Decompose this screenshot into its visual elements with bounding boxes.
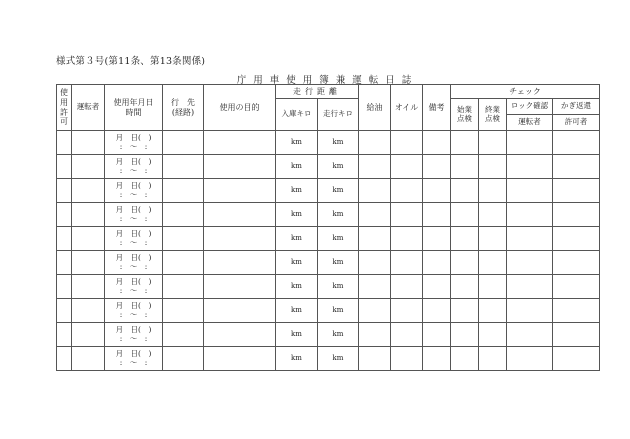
cell-distance-run[interactable] <box>318 131 359 155</box>
km-unit: km <box>291 162 302 171</box>
cell-destination[interactable] <box>163 323 204 347</box>
cell-purpose[interactable] <box>204 251 276 275</box>
cell-destination[interactable] <box>163 131 204 155</box>
cell-destination[interactable] <box>163 155 204 179</box>
cell-datetime[interactable] <box>105 155 163 179</box>
cell-driver[interactable] <box>72 323 105 347</box>
cell-lock-check[interactable] <box>507 275 553 299</box>
km-unit: km <box>332 234 344 243</box>
cell-oil[interactable] <box>391 323 423 347</box>
time-line: : ～ : <box>119 165 148 175</box>
header-pre-check: 始業 点検 <box>451 99 479 131</box>
cell-oil[interactable] <box>391 155 423 179</box>
cell-fuel[interactable] <box>359 347 391 371</box>
header-post-check: 終業 点検 <box>479 99 507 131</box>
cell-destination[interactable] <box>163 275 204 299</box>
cell-driver[interactable] <box>72 251 105 275</box>
cell-lock-check[interactable] <box>507 251 553 275</box>
cell-purpose[interactable] <box>204 179 276 203</box>
date-line: 月 日( ) <box>115 132 152 142</box>
cell-destination[interactable] <box>163 179 204 203</box>
km-unit: km <box>332 354 344 363</box>
cell-fuel[interactable] <box>359 275 391 299</box>
table-row <box>57 275 600 299</box>
date-line: 月 日( ) <box>115 156 152 166</box>
date-line: 月 日( ) <box>115 252 152 262</box>
table-row <box>57 251 600 275</box>
cell-oil[interactable] <box>391 131 423 155</box>
km-unit: km <box>291 234 302 243</box>
km-unit: km <box>291 306 302 315</box>
cell-datetime[interactable] <box>105 347 163 371</box>
cell-driver[interactable] <box>72 275 105 299</box>
cell-purpose[interactable] <box>204 131 276 155</box>
cell-fuel[interactable] <box>359 251 391 275</box>
cell-datetime[interactable] <box>105 227 163 251</box>
km-unit: km <box>291 258 302 267</box>
cell-odometer-in[interactable] <box>276 251 318 275</box>
document-title: 庁用車使用簿兼運転日誌 <box>236 75 419 86</box>
cell-datetime[interactable] <box>105 275 163 299</box>
cell-remarks[interactable] <box>423 251 451 275</box>
time-line: : ～ : <box>119 333 148 343</box>
cell-purpose[interactable] <box>204 299 276 323</box>
cell-remarks[interactable] <box>423 299 451 323</box>
km-unit: km <box>332 258 344 267</box>
cell-datetime[interactable] <box>105 203 163 227</box>
header-driver: 運転者 <box>72 85 105 131</box>
km-unit: km <box>291 282 302 291</box>
header-destination: 行 先 (経路) <box>163 85 204 131</box>
cell-distance-run[interactable] <box>318 323 359 347</box>
cell-key-return[interactable] <box>553 179 600 203</box>
cell-lock-check[interactable] <box>507 323 553 347</box>
cell-driver[interactable] <box>72 299 105 323</box>
table-row <box>57 203 600 227</box>
time-line: : ～ : <box>119 261 148 271</box>
cell-use-permit[interactable] <box>57 179 72 203</box>
header-odometer-in: 入庫キロ <box>276 99 318 131</box>
cell-oil[interactable] <box>391 347 423 371</box>
cell-key-return[interactable] <box>553 275 600 299</box>
cell-pre-check[interactable] <box>451 323 479 347</box>
cell-distance-run[interactable] <box>318 155 359 179</box>
cell-pre-check[interactable] <box>451 203 479 227</box>
cell-purpose[interactable] <box>204 323 276 347</box>
cell-key-return[interactable] <box>553 251 600 275</box>
cell-pre-check[interactable] <box>451 347 479 371</box>
cell-fuel[interactable] <box>359 131 391 155</box>
cell-purpose[interactable] <box>204 227 276 251</box>
time-line: : ～ : <box>119 189 148 199</box>
cell-lock-check[interactable] <box>507 299 553 323</box>
cell-remarks[interactable] <box>423 203 451 227</box>
cell-purpose[interactable] <box>204 203 276 227</box>
cell-oil[interactable] <box>391 251 423 275</box>
cell-use-permit[interactable] <box>57 203 72 227</box>
cell-destination[interactable] <box>163 203 204 227</box>
cell-destination[interactable] <box>163 227 204 251</box>
cell-purpose[interactable] <box>204 347 276 371</box>
cell-pre-check[interactable] <box>451 275 479 299</box>
cell-key-return[interactable] <box>553 203 600 227</box>
cell-use-permit[interactable] <box>57 299 72 323</box>
cell-purpose[interactable] <box>204 275 276 299</box>
cell-odometer-in[interactable] <box>276 131 318 155</box>
cell-post-check[interactable] <box>479 179 507 203</box>
cell-distance-run[interactable] <box>318 299 359 323</box>
cell-key-return[interactable] <box>553 227 600 251</box>
cell-remarks[interactable] <box>423 227 451 251</box>
date-line: 月 日( ) <box>115 180 152 190</box>
cell-fuel[interactable] <box>359 155 391 179</box>
cell-post-check[interactable] <box>479 155 507 179</box>
cell-odometer-in[interactable] <box>276 347 318 371</box>
cell-remarks[interactable] <box>423 275 451 299</box>
cell-post-check[interactable] <box>479 299 507 323</box>
cell-destination[interactable] <box>163 299 204 323</box>
km-unit: km <box>291 138 302 147</box>
cell-fuel[interactable] <box>359 179 391 203</box>
cell-fuel[interactable] <box>359 299 391 323</box>
vehicle-log-table <box>56 84 600 371</box>
cell-pre-check[interactable] <box>451 227 479 251</box>
cell-key-return[interactable] <box>553 347 600 371</box>
cell-pre-check[interactable] <box>451 251 479 275</box>
cell-odometer-in[interactable] <box>276 275 318 299</box>
cell-distance-run[interactable] <box>318 203 359 227</box>
cell-distance-run[interactable] <box>318 347 359 371</box>
cell-destination[interactable] <box>163 251 204 275</box>
cell-odometer-in[interactable] <box>276 299 318 323</box>
cell-key-return[interactable] <box>553 299 600 323</box>
cell-lock-check[interactable] <box>507 179 553 203</box>
cell-post-check[interactable] <box>479 131 507 155</box>
cell-distance-run[interactable] <box>318 227 359 251</box>
cell-pre-check[interactable] <box>451 299 479 323</box>
cell-destination[interactable] <box>163 347 204 371</box>
header-check: チェック <box>451 85 600 99</box>
km-unit: km <box>332 210 344 219</box>
km-unit: km <box>332 306 344 315</box>
km-unit: km <box>332 162 344 171</box>
cell-pre-check[interactable] <box>451 155 479 179</box>
cell-remarks[interactable] <box>423 347 451 371</box>
km-unit: km <box>291 210 302 219</box>
header-key-return: かぎ返還 <box>553 99 600 115</box>
time-line: : ～ : <box>119 309 148 319</box>
header-driver-sign: 運転者 <box>507 115 553 131</box>
table-row <box>57 347 600 371</box>
cell-datetime[interactable] <box>105 179 163 203</box>
cell-pre-check[interactable] <box>451 179 479 203</box>
cell-distance-run[interactable] <box>318 179 359 203</box>
cell-lock-check[interactable] <box>507 203 553 227</box>
cell-post-check[interactable] <box>479 347 507 371</box>
cell-driver[interactable] <box>72 203 105 227</box>
cell-pre-check[interactable] <box>451 131 479 155</box>
cell-driver[interactable] <box>72 227 105 251</box>
cell-key-return[interactable] <box>553 131 600 155</box>
cell-key-return[interactable] <box>553 155 600 179</box>
cell-remarks[interactable] <box>423 323 451 347</box>
date-line: 月 日( ) <box>115 204 152 214</box>
cell-datetime[interactable] <box>105 323 163 347</box>
table-row <box>57 155 600 179</box>
date-line: 月 日( ) <box>115 348 152 358</box>
cell-remarks[interactable] <box>423 179 451 203</box>
header-lock-check: ロック確認 <box>507 99 553 115</box>
table-row <box>57 131 600 155</box>
cell-datetime[interactable] <box>105 131 163 155</box>
km-unit: km <box>291 354 302 363</box>
cell-post-check[interactable] <box>479 251 507 275</box>
cell-fuel[interactable] <box>359 203 391 227</box>
cell-use-permit[interactable] <box>57 323 72 347</box>
log-body <box>57 131 600 371</box>
km-unit: km <box>291 186 302 195</box>
date-line: 月 日( ) <box>115 228 152 238</box>
cell-oil[interactable] <box>391 275 423 299</box>
cell-odometer-in[interactable] <box>276 323 318 347</box>
cell-datetime[interactable] <box>105 251 163 275</box>
date-line: 月 日( ) <box>115 324 152 334</box>
cell-remarks[interactable] <box>423 155 451 179</box>
cell-driver[interactable] <box>72 347 105 371</box>
cell-distance-run[interactable] <box>318 275 359 299</box>
cell-oil[interactable] <box>391 203 423 227</box>
header-use-permit: 使用許可 <box>57 85 72 131</box>
cell-odometer-in[interactable] <box>276 203 318 227</box>
cell-lock-check[interactable] <box>507 155 553 179</box>
cell-lock-check[interactable] <box>507 227 553 251</box>
table-row <box>57 179 600 203</box>
cell-post-check[interactable] <box>479 203 507 227</box>
form-number-label: 様式第３号(第11条、第13条関係) <box>56 56 206 67</box>
cell-odometer-in[interactable] <box>276 155 318 179</box>
cell-use-permit[interactable] <box>57 347 72 371</box>
km-unit: km <box>332 186 344 195</box>
cell-use-permit[interactable] <box>57 275 72 299</box>
cell-post-check[interactable] <box>479 275 507 299</box>
table-row <box>57 227 600 251</box>
header-oil: オイル <box>391 85 423 131</box>
cell-oil[interactable] <box>391 299 423 323</box>
cell-odometer-in[interactable] <box>276 227 318 251</box>
header-distance-run: 走行キロ <box>318 99 359 131</box>
km-unit: km <box>291 330 302 339</box>
cell-use-permit[interactable] <box>57 251 72 275</box>
date-line: 月 日( ) <box>115 276 152 286</box>
header-fuel: 給油 <box>359 85 391 131</box>
cell-remarks[interactable] <box>423 131 451 155</box>
table-row <box>57 323 600 347</box>
cell-datetime[interactable] <box>105 299 163 323</box>
km-unit: km <box>332 330 344 339</box>
cell-post-check[interactable] <box>479 227 507 251</box>
cell-oil[interactable] <box>391 227 423 251</box>
cell-lock-check[interactable] <box>507 131 553 155</box>
header-use-datetime: 使用年月日時間 <box>105 85 163 131</box>
cell-driver[interactable] <box>72 131 105 155</box>
cell-odometer-in[interactable] <box>276 179 318 203</box>
header-travel-distance: 走行距離 <box>276 85 359 99</box>
header-purpose: 使用の目的 <box>204 85 276 131</box>
cell-purpose[interactable] <box>204 155 276 179</box>
cell-fuel[interactable] <box>359 323 391 347</box>
cell-use-permit[interactable] <box>57 155 72 179</box>
time-line: : ～ : <box>119 285 148 295</box>
date-line: 月 日( ) <box>115 300 152 310</box>
cell-oil[interactable] <box>391 179 423 203</box>
cell-key-return[interactable] <box>553 323 600 347</box>
header-remarks: 備考 <box>423 85 451 131</box>
time-line: : ～ : <box>119 237 148 247</box>
time-line: : ～ : <box>119 213 148 223</box>
cell-use-permit[interactable] <box>57 227 72 251</box>
cell-driver[interactable] <box>72 155 105 179</box>
time-line: : ～ : <box>119 357 148 367</box>
header-approver-sign: 許可者 <box>553 115 600 131</box>
cell-post-check[interactable] <box>479 323 507 347</box>
cell-distance-run[interactable] <box>318 251 359 275</box>
cell-use-permit[interactable] <box>57 131 72 155</box>
time-line: : ～ : <box>119 141 148 151</box>
km-unit: km <box>332 282 344 291</box>
cell-driver[interactable] <box>72 179 105 203</box>
table-row <box>57 299 600 323</box>
cell-lock-check[interactable] <box>507 347 553 371</box>
km-unit: km <box>332 138 344 147</box>
cell-fuel[interactable] <box>359 227 391 251</box>
